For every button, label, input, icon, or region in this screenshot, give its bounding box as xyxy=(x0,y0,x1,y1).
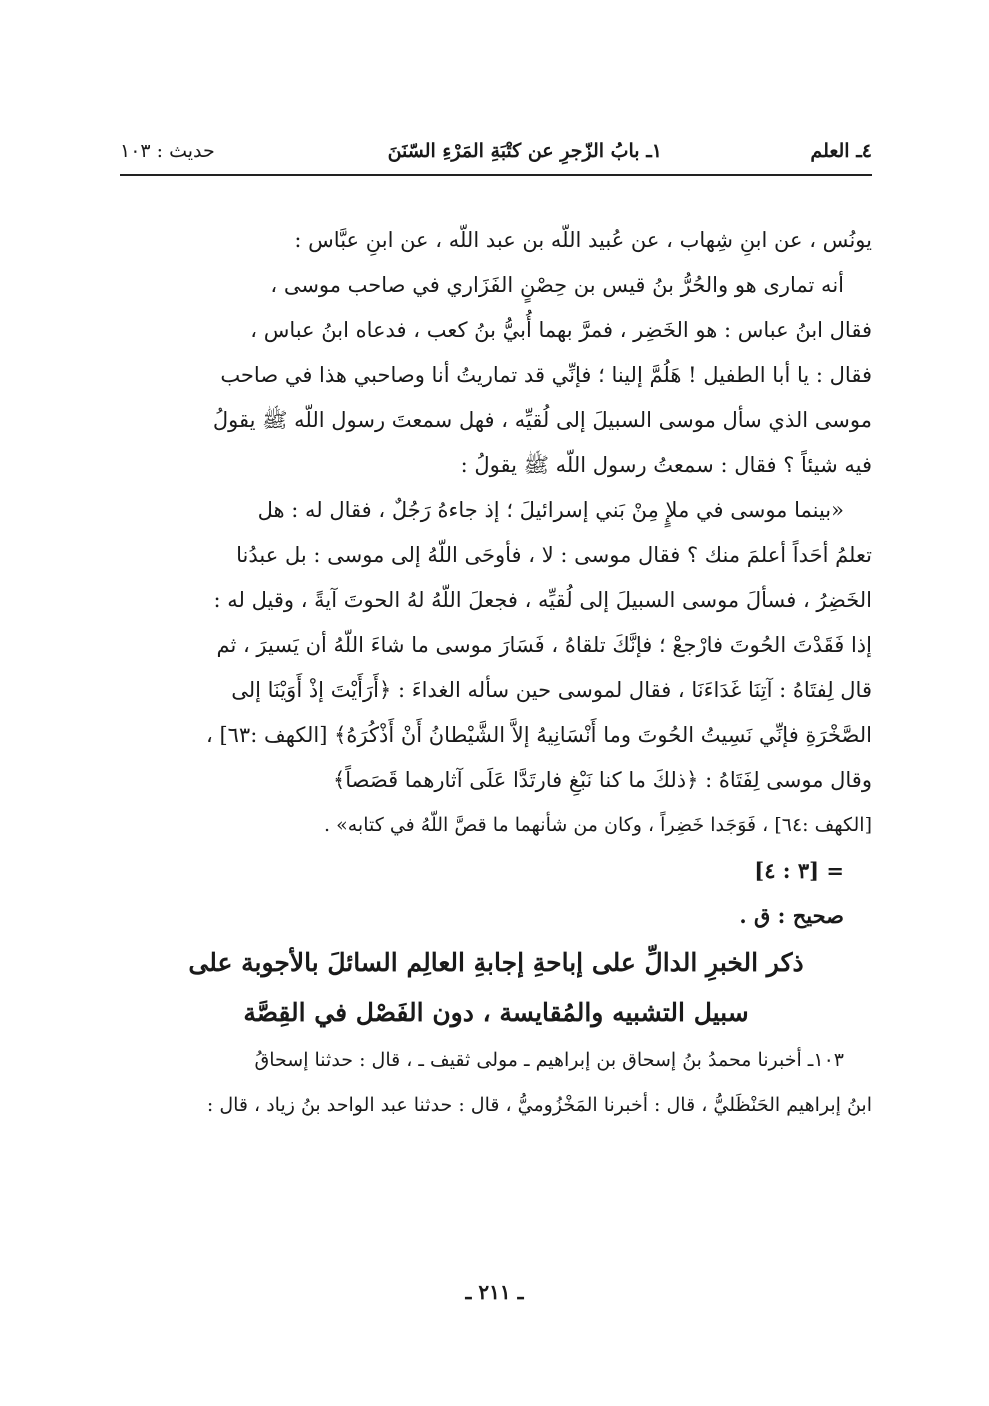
hadith-reference: حديث : ١٠٣ xyxy=(120,140,215,162)
hadith-line: ١٠٣ـ أخبرنا محمدُ بنُ إسحاق بن إبراهيم ـ مولى ثقيف ـ ، قال : حدثنا إسحاقُ xyxy=(254,1049,844,1071)
text-line: تعلمُ أحَداً أعلمَ منك ؟ فقال موسى : لا ، فأوحَى اللّهُ إلى موسى : بل عبدُنا xyxy=(236,543,872,567)
hadith-line: ابنُ إبراهيم الحَنْظَليُّ ، قال : أخبرنا المَخْزُوميُّ ، قال : حدثنا عبد الواحد بنُ زياد ، قال : xyxy=(206,1094,872,1116)
section-title-line: ذكر الخبرِ الدالِّ على إباحةِ إجابةِ العالِم السائلَ بالأجوبة على xyxy=(188,948,804,977)
text-line: الخَضِرُ ، فسألَ موسى السبيلَ إلى لُقيِّه ، فجعلَ اللّهُ لهُ الحوتَ آيةً ، وقيل له : xyxy=(213,588,872,612)
text-line: الصَّخْرَةِ فإنِّي نَسِيتُ الحُوتَ وما أَنْسَانِيهُ إلاَّ الشَّيْطانُ أَنْ أَذْكُرَهُ﴾ [الكهف :٦٣] ، xyxy=(205,723,872,747)
text-line: موسى الذي سأل موسى السبيلَ إلى لُقيِّه ، فهل سمعتَ رسول اللّه ﷺ يقولُ xyxy=(212,408,872,432)
grade: صحيح : ق . xyxy=(739,903,844,928)
text-line: أنه تمارى هو والحُرُّ بنُ قيس بن حِصْنٍ الفَزَاري في صاحب موسى ، xyxy=(270,273,844,297)
text-line: قال لِفتَاهُ : آتِنَا غَدَاءَنَا ، فقال لموسى حين سأله الغداءَ : ﴿أَرَأَيْتَ إذْ أَوَيْنَا إلى xyxy=(231,678,872,702)
text-line: [الكهف :٦٤] ، فَوَجَدا خَضِراً ، وكان من شأنهما ما قصَّ اللّهُ في كتابه» . xyxy=(324,814,872,836)
text-line: فيه شيئاً ؟ فقال : سمعتُ رسول اللّه ﷺ يقولُ : xyxy=(460,453,872,477)
cross-reference: = [٣ : ٤] xyxy=(754,858,844,883)
text-line: فقال : يا أبا الطفيل ! هَلُمَّ إلينا ؛ فإنِّي قد تماريتُ أنا وصاحبي هذا في صاحب xyxy=(220,363,872,387)
text-line: وقال موسى لِفَتَاهُ : ﴿ذلكَ ما كنا نَبْغِ فارتَدَّا عَلَى آثارهما قَصَصاً﴾ xyxy=(332,768,872,792)
section-title-line: سبيل التشبيه والمُقايسة ، دون الفَصْل في القِصَّة xyxy=(243,998,749,1027)
page-number: ـ ٢١١ ـ xyxy=(465,1280,524,1304)
text-line: يونُس ، عن ابنِ شِهاب ، عن عُبيد اللّه بن عبد اللّه ، عن ابنِ عبَّاس : xyxy=(294,228,872,252)
page-header xyxy=(120,138,872,172)
text-line: إذا فَقَدْتَ الحُوتَ فارْجعْ ؛ فإنَّكَ تلقاهُ ، فَسَارَ موسى ما شاءَ اللّهُ أن يَسيرَ ، ثم xyxy=(216,633,872,657)
text-line: «بينما موسى في ملإٍ مِنْ بَني إسرائيلَ ؛ إذ جاءهُ رَجُلٌ ، فقال له : هل xyxy=(257,498,844,522)
bab-title: ١ـ بابُ الزّجرِ عن كتْبَةِ المَرْءِ السّنَنَ xyxy=(387,140,662,162)
text-line: فقال ابنُ عباس : هو الخَضِر ، فمرَّ بهما أُبيُّ بنُ كعب ، فدعاه ابنُ عباس ، xyxy=(250,318,872,342)
page-body xyxy=(120,218,872,1128)
chapter-title: ٤ـ العلم xyxy=(810,140,872,162)
header-divider xyxy=(120,174,872,176)
